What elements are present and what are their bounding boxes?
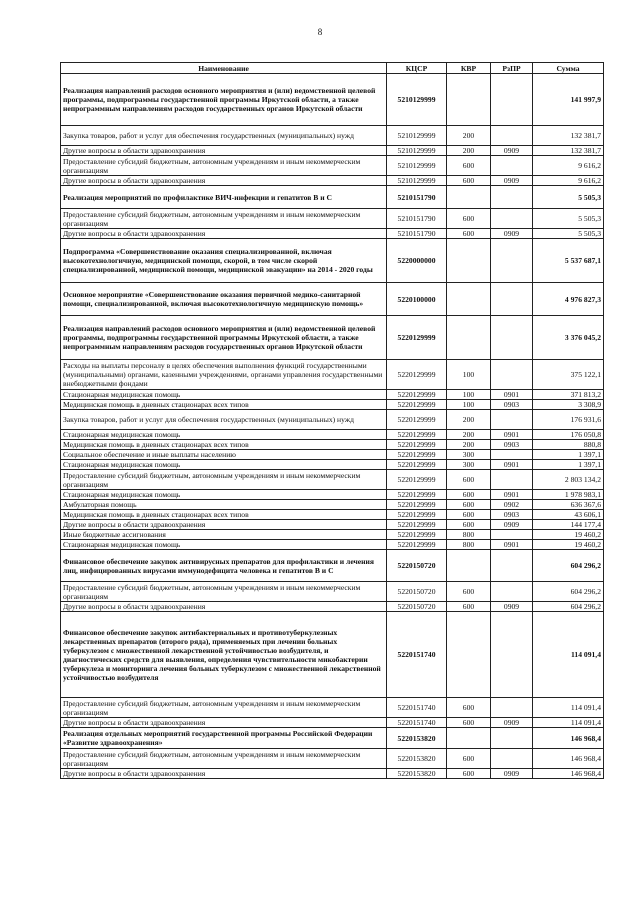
- row-sum-cell: 114 091,4: [533, 718, 604, 728]
- row-rzpr-cell: 0901: [491, 490, 533, 500]
- row-kvr-cell: 600: [447, 698, 491, 718]
- table-row: [61, 430, 604, 440]
- row-name-cell: Реализация направлений расходов основного мероприятия и (или) ведомственной целевой программы, подпрограммы государственной программы Иркутской области, а также непрограммным направлениям расходов государственных органов Иркутской области: [61, 316, 387, 360]
- row-name-cell: Предоставление субсидий бюджетным, автономным учреждениям и иным некоммерческим организациям: [61, 470, 387, 490]
- row-kvr-cell: 600: [447, 582, 491, 602]
- row-sum-cell: 2 803 134,2: [533, 470, 604, 490]
- row-sum-cell: 1 397,1: [533, 450, 604, 460]
- row-rzpr-cell: [491, 410, 533, 430]
- row-kvr-cell: 200: [447, 410, 491, 430]
- table-row: [61, 316, 604, 360]
- row-rzpr-cell: [491, 360, 533, 390]
- row-kvr-cell: [447, 612, 491, 698]
- row-kvr-cell: [447, 550, 491, 582]
- row-name-cell: Реализация направлений расходов основного мероприятия и (или) ведомственной целевой программы, подпрограммы государственной программы Иркутской области, а также непрограммным направлениям расходов государственных органов Иркутской области: [61, 74, 387, 126]
- row-name-cell: Стационарная медицинская помощь: [61, 430, 387, 440]
- row-rzpr-cell: [491, 612, 533, 698]
- table-row: [61, 440, 604, 450]
- row-code-cell: 5220129999: [387, 470, 447, 490]
- row-kvr-cell: 600: [447, 769, 491, 779]
- row-sum-cell: 5 537 687,1: [533, 239, 604, 283]
- header-rzpr: РзПР: [491, 63, 533, 74]
- row-code-cell: 5220129999: [387, 540, 447, 550]
- row-code-cell: 5210129999: [387, 74, 447, 126]
- row-kvr-cell: 600: [447, 510, 491, 520]
- row-kvr-cell: 600: [447, 749, 491, 769]
- row-rzpr-cell: 0909: [491, 176, 533, 186]
- row-name-cell: Иные бюджетные ассигнования: [61, 530, 387, 540]
- table-row: [61, 698, 604, 718]
- table-row: [61, 410, 604, 430]
- row-rzpr-cell: [491, 550, 533, 582]
- row-code-cell: 5220129999: [387, 440, 447, 450]
- table-row: [61, 520, 604, 530]
- row-code-cell: 5210151790: [387, 209, 447, 229]
- row-name-cell: Подпрограмма «Совершенствование оказания специализированной, включая высокотехнологичную, медицинской помощи, скорой, в том числе скорой специализированной, медицинской помощи, медицинской эвакуации» на 2014 - 2020 годы: [61, 239, 387, 283]
- row-kvr-cell: 800: [447, 540, 491, 550]
- row-name-cell: Другие вопросы в области здравоохранения: [61, 520, 387, 530]
- row-kvr-cell: 100: [447, 390, 491, 400]
- row-rzpr-cell: [491, 316, 533, 360]
- row-code-cell: 5220129999: [387, 530, 447, 540]
- row-sum-cell: 43 606,1: [533, 510, 604, 520]
- row-name-cell: Предоставление субсидий бюджетным, автономным учреждениям и иным некоммерческим организациям: [61, 156, 387, 176]
- row-code-cell: 5210129999: [387, 126, 447, 146]
- row-code-cell: 5220129999: [387, 410, 447, 430]
- row-kvr-cell: 200: [447, 146, 491, 156]
- row-code-cell: 5220129999: [387, 430, 447, 440]
- row-code-cell: 5220150720: [387, 550, 447, 582]
- table-row: [61, 186, 604, 209]
- table-row: [61, 74, 604, 126]
- row-name-cell: Предоставление субсидий бюджетным, автономным учреждениям и иным некоммерческим организациям: [61, 209, 387, 229]
- table-row: [61, 156, 604, 176]
- row-rzpr-cell: 0903: [491, 440, 533, 450]
- row-name-cell: Медицинская помощь в дневных стационарах всех типов: [61, 510, 387, 520]
- row-code-cell: 5220153820: [387, 749, 447, 769]
- table-row: [61, 510, 604, 520]
- row-code-cell: 5220150720: [387, 582, 447, 602]
- row-sum-cell: 146 968,4: [533, 769, 604, 779]
- row-sum-cell: 3 308,9: [533, 400, 604, 410]
- row-name-cell: Медицинская помощь в дневных стационарах всех типов: [61, 440, 387, 450]
- row-kvr-cell: 800: [447, 530, 491, 540]
- row-kvr-cell: [447, 239, 491, 283]
- row-name-cell: Закупка товаров, работ и услуг для обеспечения государственных (муниципальных) нужд: [61, 410, 387, 430]
- table-row: [61, 460, 604, 470]
- table-row: [61, 176, 604, 186]
- row-kvr-cell: 600: [447, 520, 491, 530]
- row-kvr-cell: 600: [447, 500, 491, 510]
- row-code-cell: 5220129999: [387, 520, 447, 530]
- row-sum-cell: 114 091,4: [533, 698, 604, 718]
- row-sum-cell: 604 296,2: [533, 582, 604, 602]
- row-sum-cell: 114 091,4: [533, 612, 604, 698]
- table-header-row: [61, 63, 604, 74]
- table-row: [61, 229, 604, 239]
- row-code-cell: 5220153820: [387, 769, 447, 779]
- row-kvr-cell: 100: [447, 360, 491, 390]
- row-sum-cell: 19 460,2: [533, 540, 604, 550]
- row-code-cell: 5220153820: [387, 728, 447, 749]
- row-code-cell: 5220129999: [387, 490, 447, 500]
- row-name-cell: Стационарная медицинская помощь: [61, 390, 387, 400]
- row-rzpr-cell: 0903: [491, 400, 533, 410]
- row-sum-cell: 9 616,2: [533, 156, 604, 176]
- row-kvr-cell: 600: [447, 209, 491, 229]
- row-sum-cell: 371 813,2: [533, 390, 604, 400]
- row-rzpr-cell: [491, 698, 533, 718]
- table-row: [61, 239, 604, 283]
- row-name-cell: Другие вопросы в области здравоохранения: [61, 176, 387, 186]
- row-sum-cell: 3 376 045,2: [533, 316, 604, 360]
- table-row: [61, 749, 604, 769]
- table-row: [61, 582, 604, 602]
- row-sum-cell: 1 397,1: [533, 460, 604, 470]
- row-code-cell: 5220000000: [387, 239, 447, 283]
- row-sum-cell: 176 050,8: [533, 430, 604, 440]
- row-code-cell: 5220129999: [387, 360, 447, 390]
- row-sum-cell: 5 505,3: [533, 186, 604, 209]
- row-rzpr-cell: [491, 156, 533, 176]
- row-sum-cell: 146 968,4: [533, 728, 604, 749]
- row-code-cell: 5220129999: [387, 400, 447, 410]
- row-code-cell: 5210129999: [387, 156, 447, 176]
- row-rzpr-cell: 0909: [491, 229, 533, 239]
- row-sum-cell: 1 978 983,1: [533, 490, 604, 500]
- row-rzpr-cell: 0909: [491, 718, 533, 728]
- row-kvr-cell: 100: [447, 400, 491, 410]
- row-name-cell: Другие вопросы в области здравоохранения: [61, 769, 387, 779]
- row-rzpr-cell: 0901: [491, 390, 533, 400]
- table-row: [61, 728, 604, 749]
- row-name-cell: Медицинская помощь в дневных стационарах всех типов: [61, 400, 387, 410]
- header-name: Наименование: [61, 63, 387, 74]
- table-row: [61, 470, 604, 490]
- row-name-cell: Основное мероприятие «Совершенствование оказания первичной медико-санитарной помощи, специализированной, включая высокотехнологичную медицинскую помощь»: [61, 283, 387, 316]
- row-sum-cell: 5 505,3: [533, 229, 604, 239]
- row-code-cell: 5210129999: [387, 176, 447, 186]
- row-rzpr-cell: 0909: [491, 520, 533, 530]
- row-name-cell: Финансовое обеспечение закупок антивирусных препаратов для профилактики и лечения лиц, инфицированных вирусами иммунодефицита человека и гепатитов В и С: [61, 550, 387, 582]
- row-code-cell: 5210129999: [387, 146, 447, 156]
- header-code: КЦСР: [387, 63, 447, 74]
- row-sum-cell: 132 381,7: [533, 146, 604, 156]
- row-rzpr-cell: [491, 470, 533, 490]
- row-sum-cell: 636 367,6: [533, 500, 604, 510]
- row-code-cell: 5220129999: [387, 390, 447, 400]
- row-sum-cell: 604 296,2: [533, 602, 604, 612]
- row-rzpr-cell: 0909: [491, 769, 533, 779]
- row-sum-cell: 146 968,4: [533, 749, 604, 769]
- row-rzpr-cell: [491, 186, 533, 209]
- row-sum-cell: 5 505,3: [533, 209, 604, 229]
- row-name-cell: Амбулаторная помощь: [61, 500, 387, 510]
- row-name-cell: Финансовое обеспечение закупок антибактериальных и противотуберкулезных лекарственных препаратов (второго ряда), применяемых при лечении больных туберкулезом с множественной лекарственной устойчивостью возбудителя, и диагностических средств для выявления, определения чувствительности микобактерии туберкулеза и мониторинга лечения больных туберкулезом с множественной лекарственной устойчивостью возбудителя: [61, 612, 387, 698]
- row-name-cell: Другие вопросы в области здравоохранения: [61, 718, 387, 728]
- table-row: [61, 360, 604, 390]
- row-code-cell: 5220151740: [387, 698, 447, 718]
- row-sum-cell: 9 616,2: [533, 176, 604, 186]
- row-rzpr-cell: [491, 126, 533, 146]
- row-code-cell: 5220150720: [387, 602, 447, 612]
- row-sum-cell: 144 177,4: [533, 520, 604, 530]
- table-row: [61, 500, 604, 510]
- row-rzpr-cell: 0901: [491, 430, 533, 440]
- row-name-cell: Другие вопросы в области здравоохранения: [61, 146, 387, 156]
- row-rzpr-cell: [491, 74, 533, 126]
- table-row: [61, 490, 604, 500]
- row-rzpr-cell: [491, 749, 533, 769]
- row-code-cell: 5220129999: [387, 450, 447, 460]
- row-kvr-cell: 600: [447, 602, 491, 612]
- row-rzpr-cell: 0902: [491, 500, 533, 510]
- page-number: 8: [317, 27, 323, 37]
- table-row: [61, 612, 604, 698]
- row-rzpr-cell: 0909: [491, 602, 533, 612]
- row-name-cell: Другие вопросы в области здравоохранения: [61, 229, 387, 239]
- row-sum-cell: 880,8: [533, 440, 604, 450]
- table-row: [61, 769, 604, 779]
- row-kvr-cell: [447, 74, 491, 126]
- row-rzpr-cell: [491, 582, 533, 602]
- table-row: [61, 400, 604, 410]
- row-rzpr-cell: [491, 450, 533, 460]
- table-row: [61, 450, 604, 460]
- table-row: [61, 390, 604, 400]
- row-kvr-cell: [447, 728, 491, 749]
- row-rzpr-cell: [491, 530, 533, 540]
- row-name-cell: Социальное обеспечение и иные выплаты населению: [61, 450, 387, 460]
- table-row: [61, 146, 604, 156]
- row-name-cell: Стационарная медицинская помощь: [61, 540, 387, 550]
- row-name-cell: Закупка товаров, работ и услуг для обеспечения государственных (муниципальных) нужд: [61, 126, 387, 146]
- row-sum-cell: 19 460,2: [533, 530, 604, 540]
- row-code-cell: 5210151790: [387, 229, 447, 239]
- table-row: [61, 209, 604, 229]
- row-kvr-cell: 600: [447, 176, 491, 186]
- row-name-cell: Предоставление субсидий бюджетным, автономным учреждениям и иным некоммерческим организациям: [61, 582, 387, 602]
- row-kvr-cell: 200: [447, 126, 491, 146]
- row-name-cell: Стационарная медицинская помощь: [61, 490, 387, 500]
- row-kvr-cell: 200: [447, 440, 491, 450]
- row-name-cell: Другие вопросы в области здравоохранения: [61, 602, 387, 612]
- header-sum: Сумма: [533, 63, 604, 74]
- table-row: [61, 718, 604, 728]
- row-rzpr-cell: [491, 728, 533, 749]
- row-rzpr-cell: 0903: [491, 510, 533, 520]
- table-row: [61, 530, 604, 540]
- row-code-cell: 5220151740: [387, 612, 447, 698]
- row-kvr-cell: 600: [447, 229, 491, 239]
- row-sum-cell: 141 997,9: [533, 74, 604, 126]
- table-row: [61, 126, 604, 146]
- header-kvr: КВР: [447, 63, 491, 74]
- row-code-cell: 5220129999: [387, 460, 447, 470]
- row-rzpr-cell: 0901: [491, 460, 533, 470]
- row-name-cell: Стационарная медицинская помощь: [61, 460, 387, 470]
- table-row: [61, 540, 604, 550]
- row-kvr-cell: [447, 186, 491, 209]
- row-sum-cell: 176 931,6: [533, 410, 604, 430]
- row-kvr-cell: [447, 283, 491, 316]
- table-row: [61, 550, 604, 582]
- row-code-cell: 5220129999: [387, 316, 447, 360]
- row-sum-cell: 604 296,2: [533, 550, 604, 582]
- row-rzpr-cell: 0901: [491, 540, 533, 550]
- row-code-cell: 5210151790: [387, 186, 447, 209]
- row-name-cell: Предоставление субсидий бюджетным, автономным учреждениям и иным некоммерческим организациям: [61, 749, 387, 769]
- row-kvr-cell: 300: [447, 460, 491, 470]
- row-kvr-cell: 600: [447, 470, 491, 490]
- row-kvr-cell: 300: [447, 450, 491, 460]
- table-row: [61, 283, 604, 316]
- table-body: [61, 74, 604, 779]
- row-rzpr-cell: 0909: [491, 146, 533, 156]
- row-kvr-cell: 600: [447, 156, 491, 176]
- row-rzpr-cell: [491, 283, 533, 316]
- row-name-cell: Предоставление субсидий бюджетным, автономным учреждениям и иным некоммерческим организациям: [61, 698, 387, 718]
- row-kvr-cell: 200: [447, 430, 491, 440]
- row-name-cell: Реализация отдельных мероприятий государственной программы Российской Федерации «Развитие здравоохранения»: [61, 728, 387, 749]
- row-sum-cell: 4 976 827,3: [533, 283, 604, 316]
- row-sum-cell: 375 122,1: [533, 360, 604, 390]
- row-code-cell: 5220151740: [387, 718, 447, 728]
- budget-table: [60, 62, 604, 779]
- row-name-cell: Реализация мероприятий по профилактике ВИЧ-инфекции и гепатитов В и С: [61, 186, 387, 209]
- row-kvr-cell: 600: [447, 490, 491, 500]
- table-row: [61, 602, 604, 612]
- row-kvr-cell: 600: [447, 718, 491, 728]
- row-code-cell: 5220129999: [387, 510, 447, 520]
- row-rzpr-cell: [491, 239, 533, 283]
- row-rzpr-cell: [491, 209, 533, 229]
- row-name-cell: Расходы на выплаты персоналу в целях обеспечения выполнения функций государственными (муниципальными) органами, казенными учреждениями, органами управления государственными внебюджетными фондами: [61, 360, 387, 390]
- row-code-cell: 5220100000: [387, 283, 447, 316]
- row-kvr-cell: [447, 316, 491, 360]
- row-code-cell: 5220129999: [387, 500, 447, 510]
- row-sum-cell: 132 381,7: [533, 126, 604, 146]
